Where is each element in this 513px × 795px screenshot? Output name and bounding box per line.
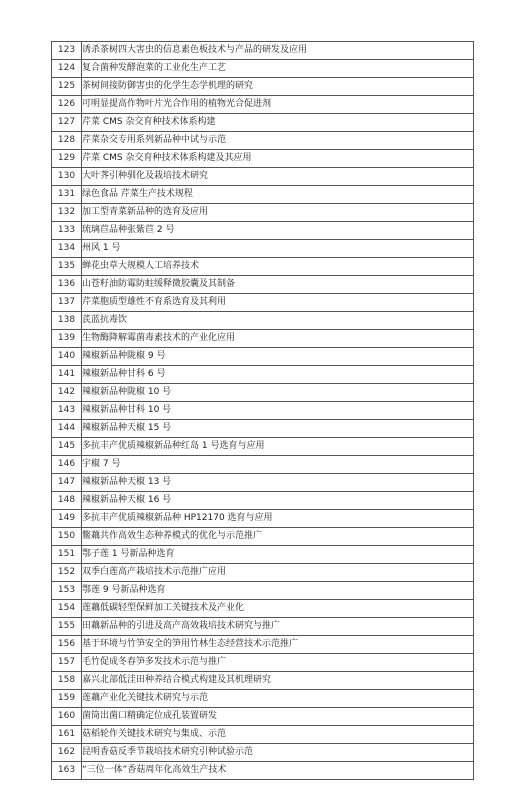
- project-title: 州风 1 号: [82, 240, 474, 258]
- table-row: [52, 600, 474, 618]
- table-row: [52, 492, 474, 510]
- row-number: 161: [52, 726, 82, 744]
- project-title: 琉璃苣品种张紫苣 2 号: [82, 222, 474, 240]
- table-row: [52, 420, 474, 438]
- row-number: 139: [52, 330, 82, 348]
- table-row: [52, 258, 474, 276]
- row-number: 155: [52, 618, 82, 636]
- row-number: 127: [52, 114, 82, 132]
- project-title: 莲藕低碳轻型保鲜加工关键技术及产业化: [82, 600, 474, 618]
- row-number: 141: [52, 366, 82, 384]
- row-number: 157: [52, 654, 82, 672]
- row-number: 134: [52, 240, 82, 258]
- row-number: 156: [52, 636, 82, 654]
- project-title: 田藕新品种的引进及高产高效栽培技术研究与推广: [82, 618, 474, 636]
- project-title: 宇椒 7 号: [82, 456, 474, 474]
- table-row: [52, 402, 474, 420]
- table-row: [52, 708, 474, 726]
- project-title: 山苍籽油防霉防蛀缓释微胶囊及其制备: [82, 276, 474, 294]
- project-title: 复合菌种发酵泡菜的工业化生产工艺: [82, 60, 474, 78]
- row-number: 160: [52, 708, 82, 726]
- table-row: [52, 168, 474, 186]
- table-row: [52, 222, 474, 240]
- project-title: 辣椒新品种天椒 16 号: [82, 492, 474, 510]
- table-row: [52, 528, 474, 546]
- table-row: [52, 510, 474, 528]
- project-title: 芹菜胞质型雄性不育系选育及其利用: [82, 294, 474, 312]
- row-number: 137: [52, 294, 82, 312]
- project-title: 基于环境与竹笋安全的笋用竹林生态经营技术示范推广: [82, 636, 474, 654]
- project-list-body: [52, 42, 474, 780]
- row-number: 143: [52, 402, 82, 420]
- project-title: 绿色食品 芹菜生产技术规程: [82, 186, 474, 204]
- table-row: [52, 204, 474, 222]
- table-row: [52, 636, 474, 654]
- project-title: 芹菜 CMS 杂交育种技术体系构建及其应用: [82, 150, 474, 168]
- row-number: 163: [52, 762, 82, 780]
- table-row: [52, 384, 474, 402]
- project-title: 大叶荠引种驯化及栽培技术研究: [82, 168, 474, 186]
- row-number: 145: [52, 438, 82, 456]
- project-title: 芹菜杂交专用系列新品种中试与示范: [82, 132, 474, 150]
- project-title: 多抗丰产优质辣椒新品种红岛 1 号选育与应用: [82, 438, 474, 456]
- table-row: [52, 42, 474, 60]
- project-title: 茶树间接防御害虫的化学生态学机理的研究: [82, 78, 474, 96]
- table-row: [52, 672, 474, 690]
- table-row: [52, 186, 474, 204]
- table-row: [52, 78, 474, 96]
- row-number: 126: [52, 96, 82, 114]
- table-row: [52, 240, 474, 258]
- project-title: 辣椒新品种天椒 15 号: [82, 420, 474, 438]
- table-row: [52, 618, 474, 636]
- table-row: [52, 132, 474, 150]
- project-list-table: [51, 41, 474, 780]
- project-title: 菌筒出菌口精确定位成孔装置研发: [82, 708, 474, 726]
- project-title: 毛竹促成冬春笋多发技术示范与推广: [82, 654, 474, 672]
- table-row: [52, 276, 474, 294]
- row-number: 150: [52, 528, 82, 546]
- table-row: [52, 546, 474, 564]
- project-title: 鳖藕共作高效生态种养模式的优化与示范推广: [82, 528, 474, 546]
- table-row: [52, 726, 474, 744]
- table-row: [52, 294, 474, 312]
- table-row: [52, 582, 474, 600]
- row-number: 133: [52, 222, 82, 240]
- table-row: [52, 744, 474, 762]
- row-number: 148: [52, 492, 82, 510]
- row-number: 138: [52, 312, 82, 330]
- table-row: [52, 96, 474, 114]
- project-title: 生物酶降解霉菌毒素技术的产业化应用: [82, 330, 474, 348]
- project-title: 鄂子莲 1 号新品种选育: [82, 546, 474, 564]
- project-title: “三位一体”香菇周年化高效生产技术: [82, 762, 474, 780]
- row-number: 154: [52, 600, 82, 618]
- row-number: 153: [52, 582, 82, 600]
- project-title: 加工型青菜新品种的选育及应用: [82, 204, 474, 222]
- row-number: 149: [52, 510, 82, 528]
- table-row: [52, 438, 474, 456]
- row-number: 140: [52, 348, 82, 366]
- project-title: 辣椒新品种陇椒 10 号: [82, 384, 474, 402]
- table-row: [52, 330, 474, 348]
- row-number: 124: [52, 60, 82, 78]
- table-row: [52, 348, 474, 366]
- project-title: 可明显提高作物叶片光合作用的植物光合促进剂: [82, 96, 474, 114]
- project-title: 多抗丰产优质辣椒新品种 HP12170 选育与应用: [82, 510, 474, 528]
- row-number: 130: [52, 168, 82, 186]
- row-number: 123: [52, 42, 82, 60]
- row-number: 129: [52, 150, 82, 168]
- project-title: 双季白莲高产栽培技术示范推广应用: [82, 564, 474, 582]
- project-title: 昆明香菇反季节栽培技术研究引种试验示范: [82, 744, 474, 762]
- row-number: 142: [52, 384, 82, 402]
- project-title: 鄂莲 9 号新品种选育: [82, 582, 474, 600]
- row-number: 159: [52, 690, 82, 708]
- row-number: 152: [52, 564, 82, 582]
- table-row: [52, 312, 474, 330]
- row-number: 131: [52, 186, 82, 204]
- project-title: 辣椒新品种甘科 6 号: [82, 366, 474, 384]
- row-number: 136: [52, 276, 82, 294]
- project-title: 芪蓝抗毒饮: [82, 312, 474, 330]
- table-row: [52, 366, 474, 384]
- table-row: [52, 762, 474, 780]
- table-row: [52, 564, 474, 582]
- row-number: 144: [52, 420, 82, 438]
- project-title: 莲藕产业化关键技术研究与示范: [82, 690, 474, 708]
- row-number: 147: [52, 474, 82, 492]
- row-number: 158: [52, 672, 82, 690]
- table-row: [52, 690, 474, 708]
- table-row: [52, 114, 474, 132]
- project-title: 诱杀茶树四大害虫的信息素色板技术与产品的研发及应用: [82, 42, 474, 60]
- project-title: 辣椒新品种甘科 10 号: [82, 402, 474, 420]
- project-title: 芹菜 CMS 杂交育种技术体系构建: [82, 114, 474, 132]
- row-number: 125: [52, 78, 82, 96]
- row-number: 128: [52, 132, 82, 150]
- project-title: 菇稻轮作关键技术研究与集成、示范: [82, 726, 474, 744]
- project-title: 辣椒新品种陇椒 9 号: [82, 348, 474, 366]
- project-title: 嘉兴北部低洼田种养结合模式构建及其机理研究: [82, 672, 474, 690]
- row-number: 146: [52, 456, 82, 474]
- table-row: [52, 60, 474, 78]
- table-row: [52, 150, 474, 168]
- row-number: 135: [52, 258, 82, 276]
- project-title: 辣椒新品种天椒 13 号: [82, 474, 474, 492]
- row-number: 162: [52, 744, 82, 762]
- row-number: 151: [52, 546, 82, 564]
- project-title: 蝉花虫草大规模人工培养技术: [82, 258, 474, 276]
- table-row: [52, 474, 474, 492]
- table-row: [52, 654, 474, 672]
- table-row: [52, 456, 474, 474]
- row-number: 132: [52, 204, 82, 222]
